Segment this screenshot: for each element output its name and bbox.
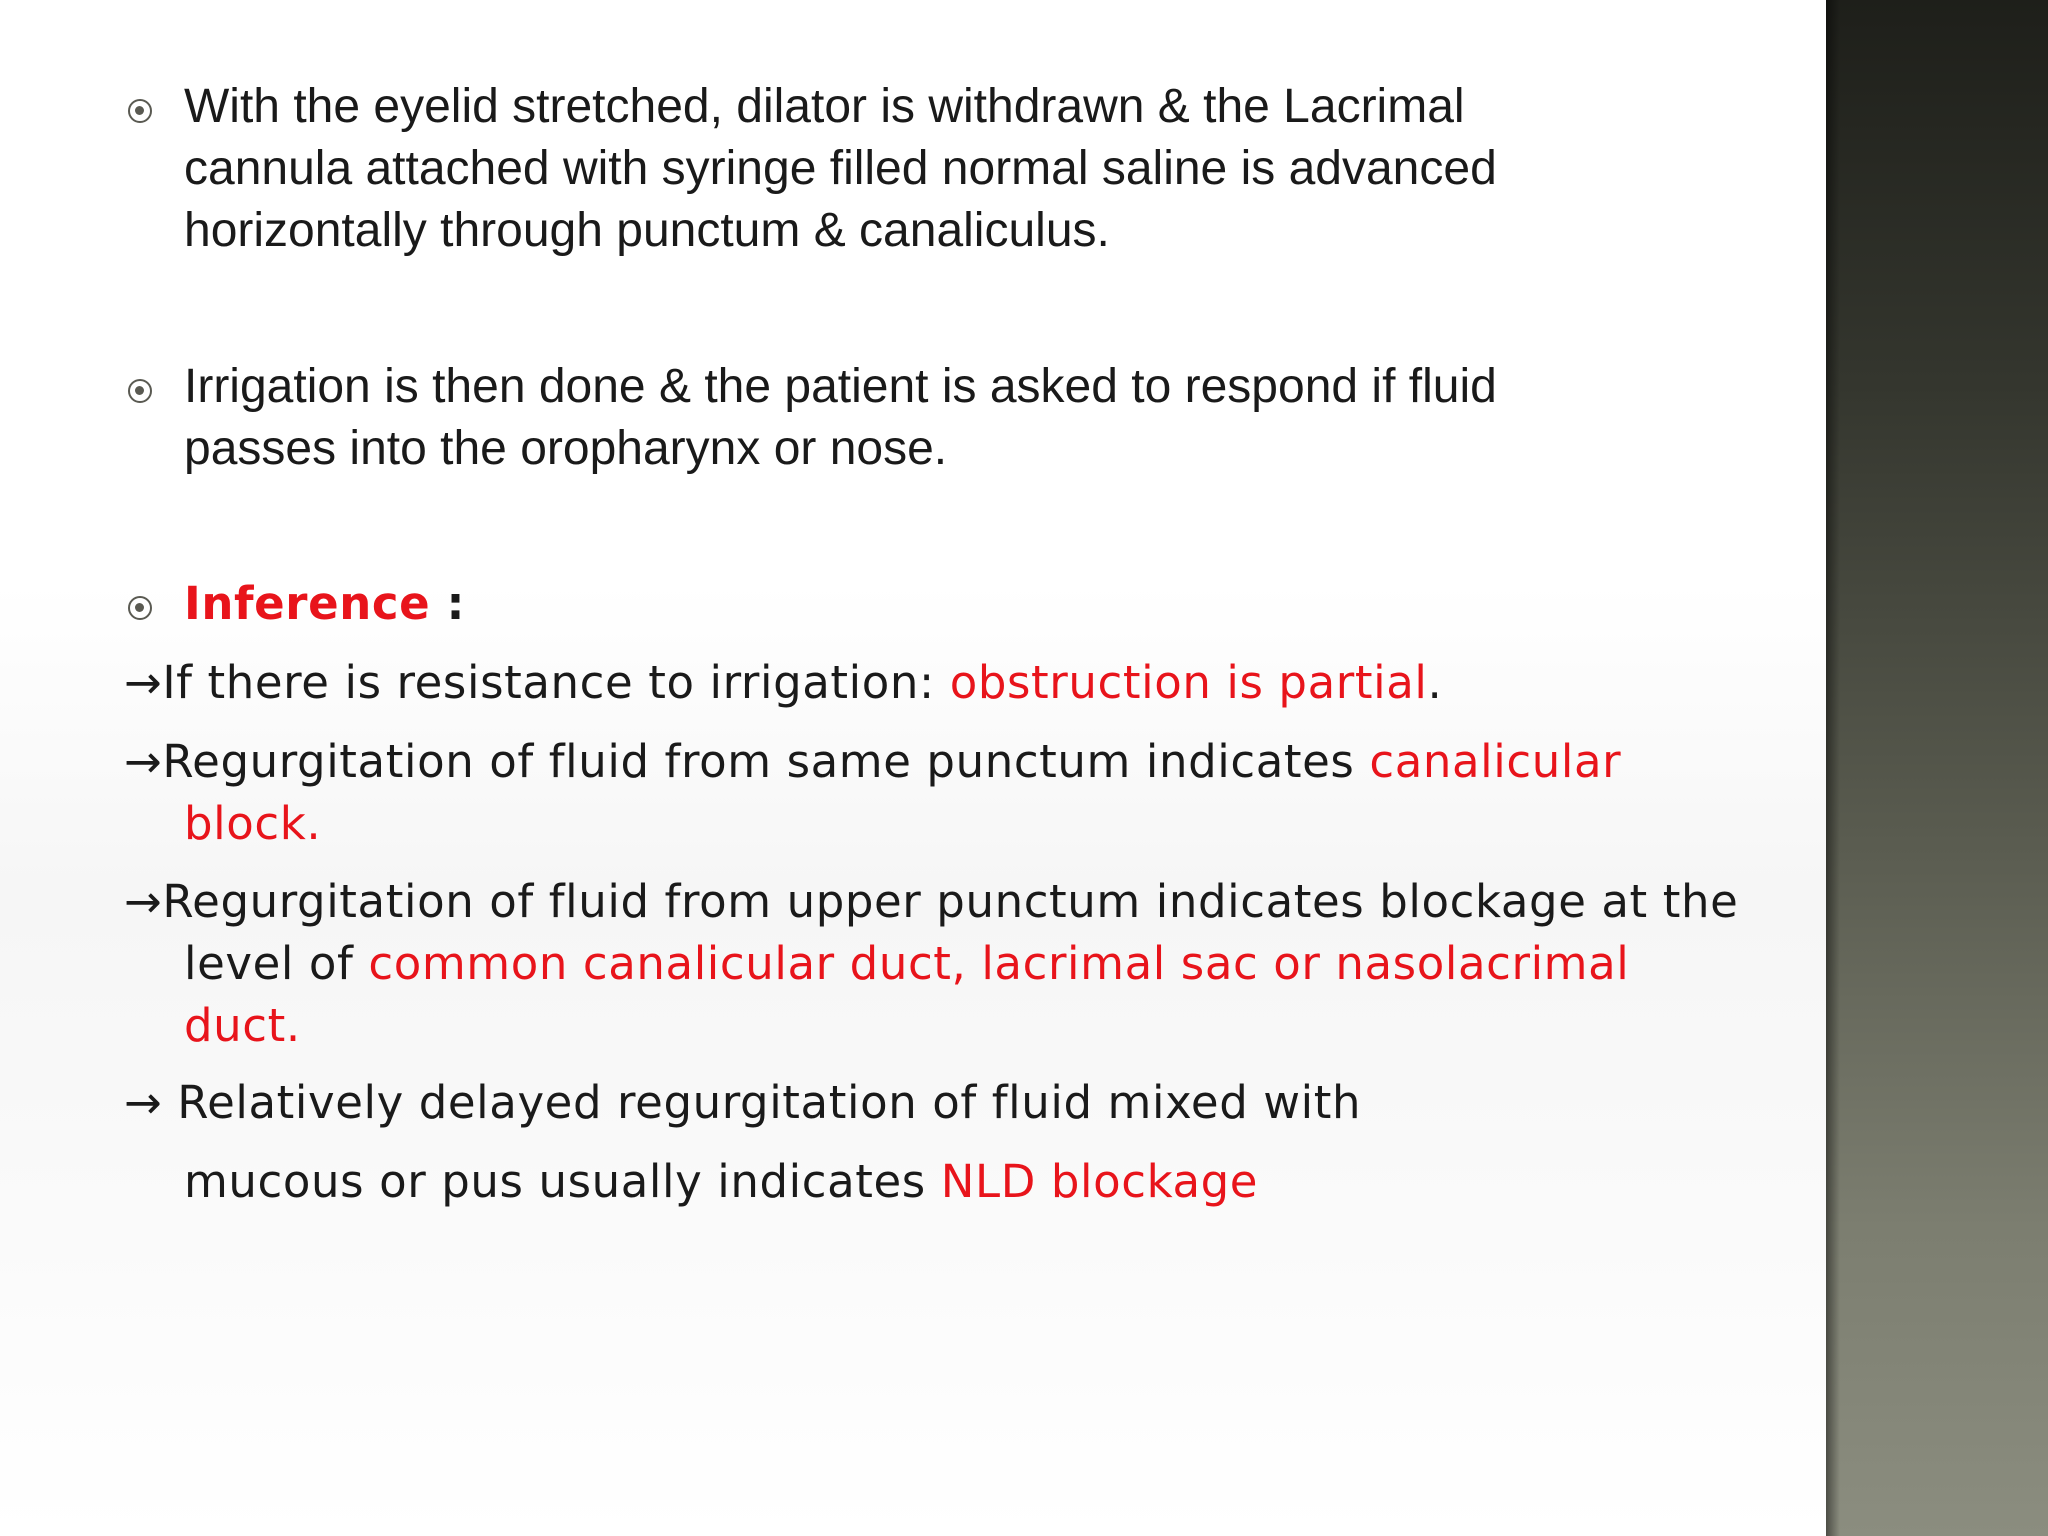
arrow-right-icon: →	[124, 1076, 178, 1129]
inference-item-highlight: obstruction is partial	[949, 656, 1428, 709]
inference-item-2	[124, 731, 1744, 855]
inference-colon: :	[430, 577, 466, 630]
bullet-text-1: With the eyelid stretched, dilator is withdrawn & the Lacrimal cannula attached with syringe filled normal saline is advanced horizontally through punctum & canaliculus.	[184, 80, 1497, 257]
inference-item-lead: Regurgitation of fluid from same punctum indicates	[162, 735, 1370, 788]
inference-item-lead: Regurgitation of fluid from upper punctum indicates blockage at the level of	[162, 875, 1739, 990]
circle-bullet-icon	[128, 99, 152, 123]
inference-item-highlight: canalicular block.	[184, 735, 1622, 850]
inference-item-lead: If there is resistance to irrigation:	[162, 656, 950, 709]
inference-item-tail: .	[1427, 656, 1443, 709]
inference-label: Inference	[184, 577, 431, 630]
arrow-right-icon: →	[124, 875, 163, 928]
inference-item-highlight: NLD blockage	[940, 1155, 1259, 1208]
arrow-right-icon: →	[124, 735, 163, 788]
inference-item-3	[124, 871, 1744, 1057]
inference-item-line2: mucous or pus usually indicates	[184, 1155, 941, 1208]
inference-item-lead: Relatively delayed regurgitation of fluid mixed with	[177, 1076, 1362, 1129]
decorative-sidebar	[1826, 0, 2048, 1536]
bullet-text-2: Irrigation is then done & the patient is asked to respond if fluid passes into the oropharynx or nose.	[184, 360, 1497, 475]
arrow-right-icon: →	[124, 656, 163, 709]
inference-item-4	[124, 1072, 1684, 1134]
sidebar-shadow	[1826, 0, 1840, 1536]
inference-item-highlight: common canalicular duct, lacrimal sac or nasolacrimal duct.	[184, 937, 1630, 1052]
inference-item-4-continued	[184, 1151, 1684, 1213]
inference-item-1	[124, 652, 1684, 714]
circle-bullet-icon	[128, 596, 152, 620]
inference-heading	[184, 573, 1084, 635]
circle-bullet-icon	[128, 379, 152, 403]
